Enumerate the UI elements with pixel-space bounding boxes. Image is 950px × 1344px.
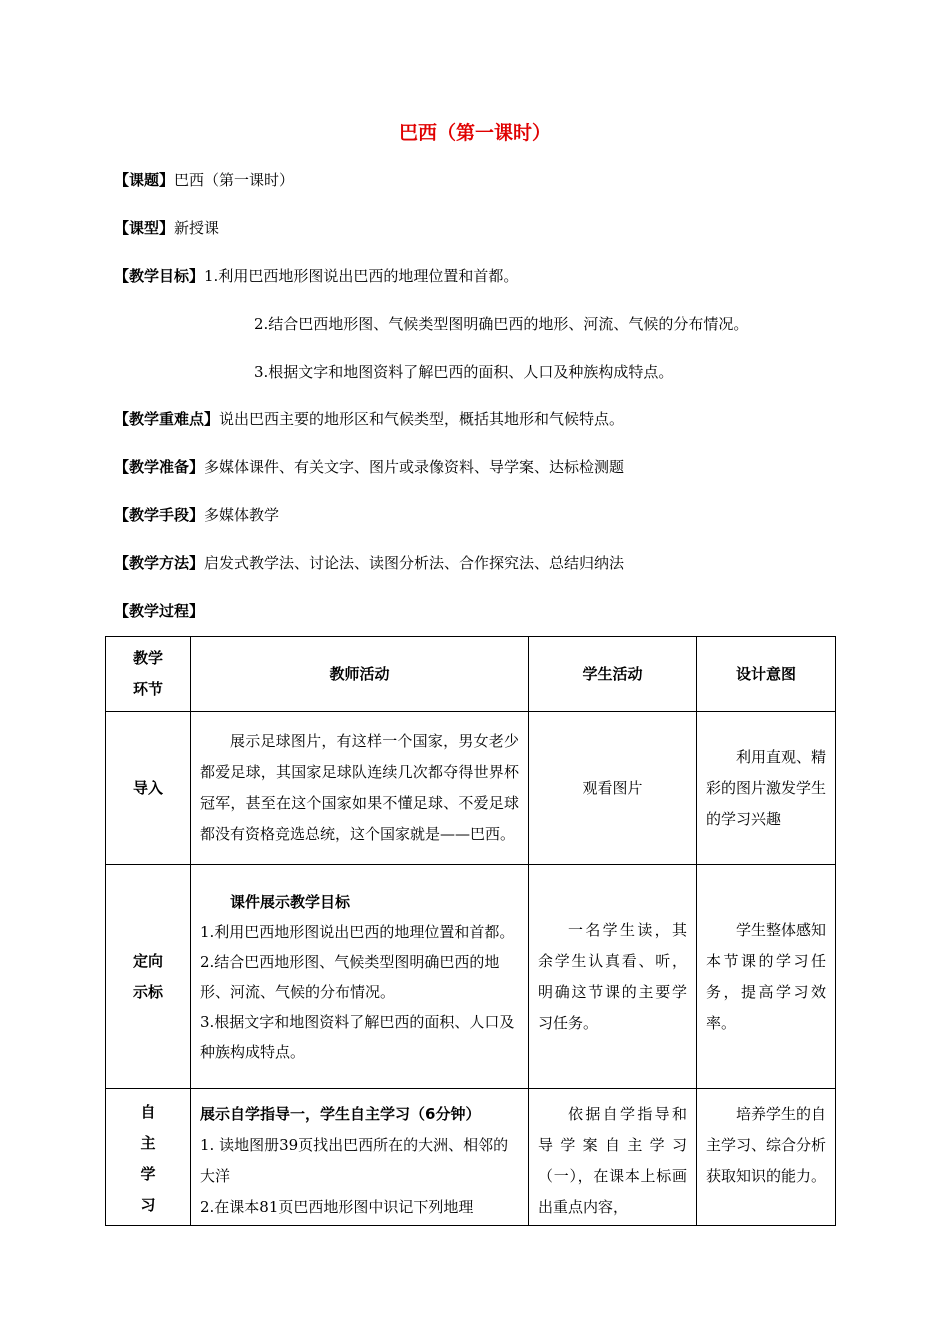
row-student-activity: 观看图片 bbox=[529, 712, 697, 865]
meta-methods bbox=[114, 553, 624, 573]
row-teacher-item-2: 2.结合巴西地形图、气候类型图明确巴西的地形、河流、气候的分布情况。 bbox=[200, 952, 500, 1001]
row-teacher-title: 展示自学指导一，学生自主学习（6分钟） bbox=[200, 1105, 481, 1123]
row-design-intent bbox=[697, 1089, 836, 1226]
meta-process bbox=[114, 601, 204, 621]
page-title: 巴西（第一课时） bbox=[398, 122, 551, 144]
meta-methods-value: 启发式教学法、讨论法、读图分析法、合作探究法、总结归纳法 bbox=[204, 554, 625, 572]
meta-means-label: 【教学手段】 bbox=[114, 506, 205, 524]
row-student-text: 依据自学指导和导学案自主学习（一），在课本上标画出重点内容， bbox=[538, 1105, 687, 1216]
row-teacher-title: 课件展示教学目标 bbox=[230, 892, 351, 911]
row-student-activity bbox=[529, 1089, 697, 1226]
row-teacher-activity bbox=[191, 1089, 529, 1226]
meta-type bbox=[114, 218, 219, 238]
row-stage-line2: 示标 bbox=[132, 982, 163, 1001]
meta-topic-value: 巴西（第一课时） bbox=[174, 171, 295, 189]
table-row bbox=[106, 712, 836, 865]
meta-preparation-value: 多媒体课件、有关文字、图片或录像资料、导学案、达标检测题 bbox=[204, 458, 625, 476]
row-teacher-item-3: 3.根据文字和地图资料了解巴西的面积、人口及种族构成特点。 bbox=[200, 1012, 515, 1061]
meta-type-value: 新授课 bbox=[174, 219, 220, 237]
header-stage bbox=[106, 637, 191, 712]
meta-goal-3: 3.根据文字和地图资料了解巴西的面积、人口及种族构成特点。 bbox=[254, 363, 674, 381]
row-stage-char-4: 习 bbox=[140, 1196, 156, 1214]
meta-preparation bbox=[114, 457, 624, 477]
meta-key-points bbox=[114, 409, 624, 429]
row-stage-char-2: 主 bbox=[140, 1134, 156, 1152]
header-stage-line1: 教学 bbox=[132, 649, 163, 667]
meta-process-label: 【教学过程】 bbox=[114, 602, 205, 620]
meta-means-value: 多媒体教学 bbox=[204, 506, 280, 524]
row-teacher-item-2: 2.在课本81页巴西地形图中识记下列地理 bbox=[200, 1198, 474, 1216]
meta-type-label: 【课型】 bbox=[114, 219, 175, 237]
meta-goal-1: 1.利用巴西地形图说出巴西的地理位置和首都。 bbox=[204, 267, 519, 285]
table-header-row bbox=[106, 637, 836, 712]
meta-key-points-label: 【教学重难点】 bbox=[114, 410, 220, 428]
meta-goal-2: 2.结合巴西地形图、气候类型图明确巴西的地形、河流、气候的分布情况。 bbox=[254, 315, 749, 333]
header-intent: 设计意图 bbox=[697, 637, 836, 712]
meta-topic bbox=[114, 170, 294, 190]
meta-means bbox=[114, 505, 279, 525]
process-table bbox=[105, 636, 836, 1226]
meta-topic-label: 【课题】 bbox=[114, 171, 175, 189]
row-student-activity: 一名学生读，其余学生认真看、听，明确这节课的主要学习任务。 bbox=[529, 865, 697, 1089]
header-stage-line2: 环节 bbox=[132, 680, 163, 698]
meta-preparation-label: 【教学准备】 bbox=[114, 458, 205, 476]
row-design-intent: 利用直观、精彩的图片激发学生的学习兴趣 bbox=[697, 712, 836, 865]
meta-goals-label: 【教学目标】 bbox=[114, 267, 205, 285]
header-student: 学生活动 bbox=[529, 637, 697, 712]
row-teacher-activity: 展示足球图片，有这样一个国家，男女老少都爱足球，其国家足球队连续几次都夺得世界杯冠军，甚至在这个国家如果不懂足球、不爱足球都没有资格竞选总统，这个国家就是——巴西。 bbox=[191, 712, 529, 865]
table-row bbox=[106, 865, 836, 1089]
row-stage-char-3: 学 bbox=[140, 1165, 156, 1183]
row-design-intent: 学生整体感知本节课的学习任务，提高学习效率。 bbox=[697, 865, 836, 1089]
header-teacher: 教师活动 bbox=[191, 637, 529, 712]
row-stage bbox=[106, 865, 191, 1089]
row-stage bbox=[106, 1089, 191, 1226]
meta-methods-label: 【教学方法】 bbox=[114, 554, 205, 572]
row-stage-char-1: 自 bbox=[140, 1103, 156, 1121]
row-teacher-item-1: 1.利用巴西地形图说出巴西的地理位置和首都。 bbox=[200, 922, 515, 941]
row-stage-line1: 定向 bbox=[132, 951, 163, 970]
row-stage: 导入 bbox=[106, 712, 191, 865]
row-teacher-item-1: 1. 读地图册39页找出巴西所在的大洲、相邻的大洋 bbox=[200, 1136, 509, 1185]
row-intent-text: 培养学生的自主学习、综合分析获取知识的能力。 bbox=[706, 1105, 826, 1185]
table-row bbox=[106, 1089, 836, 1226]
meta-key-points-value: 说出巴西主要的地形区和气候类型，概括其地形和气候特点。 bbox=[219, 410, 625, 428]
meta-goals bbox=[114, 266, 518, 286]
row-teacher-activity bbox=[191, 865, 529, 1089]
